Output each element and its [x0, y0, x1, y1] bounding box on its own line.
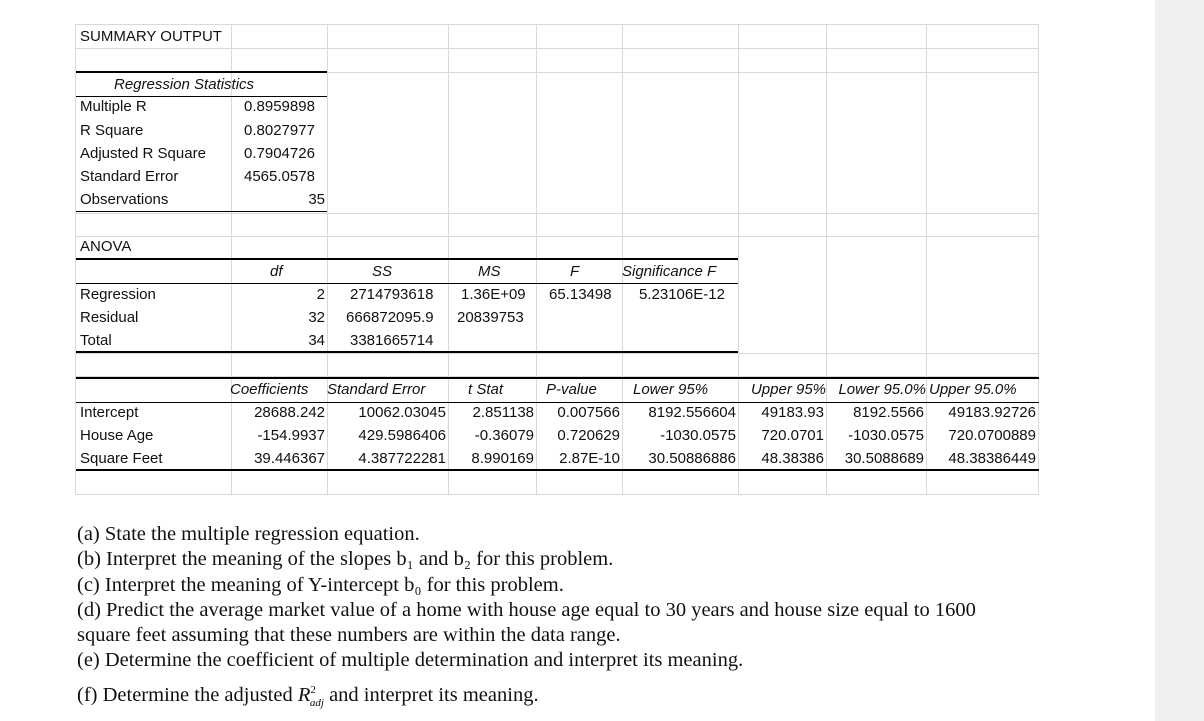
anova-ms: 1.36E+09 — [461, 286, 526, 303]
r-adj-subscript: adj — [309, 696, 324, 709]
regstats-top-rule — [76, 71, 327, 73]
coef-value: 8192.556604 — [648, 404, 736, 421]
regstats-label: R Square — [80, 122, 144, 139]
coef-header-rule — [76, 402, 1039, 403]
anova-title: ANOVA — [80, 238, 132, 255]
coef-value: 0.720629 — [557, 427, 620, 444]
coef-value: 720.0700889 — [948, 427, 1036, 444]
coef-header-lower95: Lower 95% — [633, 381, 709, 398]
coef-value: 429.5986406 — [358, 427, 446, 444]
regstats-value: 4565.0578 — [244, 168, 315, 185]
question-b: (b) Interpret the meaning of the slopes b₁ and b₂ for this problem. — [77, 548, 614, 571]
anova-row-label: Regression — [80, 286, 156, 303]
coef-value: -0.36079 — [474, 427, 534, 444]
anova-ss: 2714793618 — [350, 286, 434, 303]
question-d-line1: (d) Predict the average market value of a home with house age equal to 30 years and house size equal to 1600 — [77, 598, 976, 621]
anova-header-df: df — [270, 263, 283, 280]
coef-value: 30.50886886 — [648, 450, 736, 467]
anova-top-rule — [76, 258, 738, 260]
regstats-value: 0.7904726 — [244, 145, 315, 162]
coef-value: 30.5088689 — [844, 450, 924, 467]
coef-header-upper95: Upper 95% — [750, 381, 826, 398]
anova-df: 32 — [308, 309, 325, 326]
anova-bottom-rule — [76, 351, 738, 353]
coef-value: 2.851138 — [472, 404, 534, 421]
regstats-header: Regression Statistics — [114, 76, 255, 93]
coef-value: 0.007566 — [557, 404, 620, 421]
regstats-value: 0.8959898 — [244, 98, 315, 115]
regstats-value: 35 — [308, 191, 325, 208]
anova-row-label: Residual — [80, 309, 139, 326]
coef-header-pvalue: P-value — [546, 381, 597, 398]
regstats-label: Observations — [80, 191, 169, 208]
coef-value: 39.446367 — [254, 450, 325, 467]
coef-header-lower950: Lower 95.0% — [838, 381, 926, 398]
regstats-bottom-rule — [76, 211, 327, 212]
coef-value: 10062.03045 — [358, 404, 446, 421]
anova-row-label: Total — [80, 332, 112, 349]
regstats-label: Adjusted R Square — [80, 145, 206, 162]
coef-header-lower950-clip — [827, 381, 926, 399]
anova-header-f: F — [570, 263, 580, 280]
coef-value: 28688.242 — [254, 404, 325, 421]
question-a: (a) State the multiple regression equation. — [77, 523, 420, 545]
anova-ss: 666872095.9 — [346, 309, 434, 326]
coef-header-upper95-clip — [739, 381, 826, 399]
anova-sigf: 5.23106E-12 — [639, 286, 725, 303]
summary-title: SUMMARY OUTPUT — [80, 28, 222, 45]
anova-header-ss: SS — [372, 263, 393, 280]
anova-ss: 3381665714 — [350, 332, 434, 349]
coef-header-stderr: Standard Error — [327, 381, 426, 398]
coef-value: 49183.93 — [761, 404, 824, 421]
regstats-label: Standard Error — [80, 168, 179, 185]
coef-bottom-rule — [76, 469, 1039, 471]
coef-header-tstat: t Stat — [468, 381, 504, 398]
anova-header-rule — [76, 283, 738, 284]
question-c: (c) Interpret the meaning of Y-intercept b₀ for this problem. — [77, 573, 564, 596]
coef-value: 720.0701 — [761, 427, 824, 444]
regstats-value: 0.8027977 — [244, 122, 315, 139]
coef-top-rule — [76, 377, 1039, 379]
question-f-suffix: and interpret its meaning. — [329, 683, 539, 706]
anova-ms: 20839753 — [457, 309, 524, 326]
anova-f: 65.13498 — [549, 286, 612, 303]
coef-value: 2.87E-10 — [559, 450, 620, 467]
coef-value: -1030.0575 — [660, 427, 736, 444]
anova-header-ms: MS — [478, 263, 501, 280]
coef-row-label: Intercept — [80, 404, 139, 421]
coef-value: 4.387722281 — [358, 450, 446, 467]
anova-header-sigf: Significance F — [622, 263, 717, 280]
coef-value: -1030.0575 — [848, 427, 924, 444]
coef-value: 49183.92726 — [948, 404, 1036, 421]
coef-value: 48.38386449 — [948, 450, 1036, 467]
questions-block — [77, 522, 1137, 716]
anova-df: 2 — [316, 286, 325, 303]
coef-header-upper950: Upper 95.0% — [929, 381, 1017, 398]
r-adj-superscript: 2 — [310, 683, 316, 696]
question-d-line2: square feet assuming that these numbers are within the data range. — [77, 624, 621, 647]
coef-value: 48.38386 — [761, 450, 824, 467]
coef-value: 8192.5566 — [853, 404, 924, 421]
coef-row-label: Square Feet — [80, 450, 163, 467]
anova-df: 34 — [308, 332, 325, 349]
coef-value: 8.990169 — [471, 450, 534, 467]
question-f — [77, 678, 1137, 716]
question-e: (e) Determine the coefficient of multiple determination and interpret its meaning. — [77, 649, 744, 672]
r-adj-symbol: R — [297, 683, 311, 706]
question-f-prefix: (f) Determine the adjusted — [77, 683, 293, 706]
coef-value: -154.9937 — [257, 427, 325, 444]
coef-row-label: House Age — [80, 427, 154, 444]
vertical-scrollbar[interactable] — [1155, 0, 1204, 721]
regstats-header-rule — [76, 96, 327, 97]
coef-header-coefficients: Coefficients — [230, 381, 309, 398]
regstats-label: Multiple R — [80, 98, 147, 115]
